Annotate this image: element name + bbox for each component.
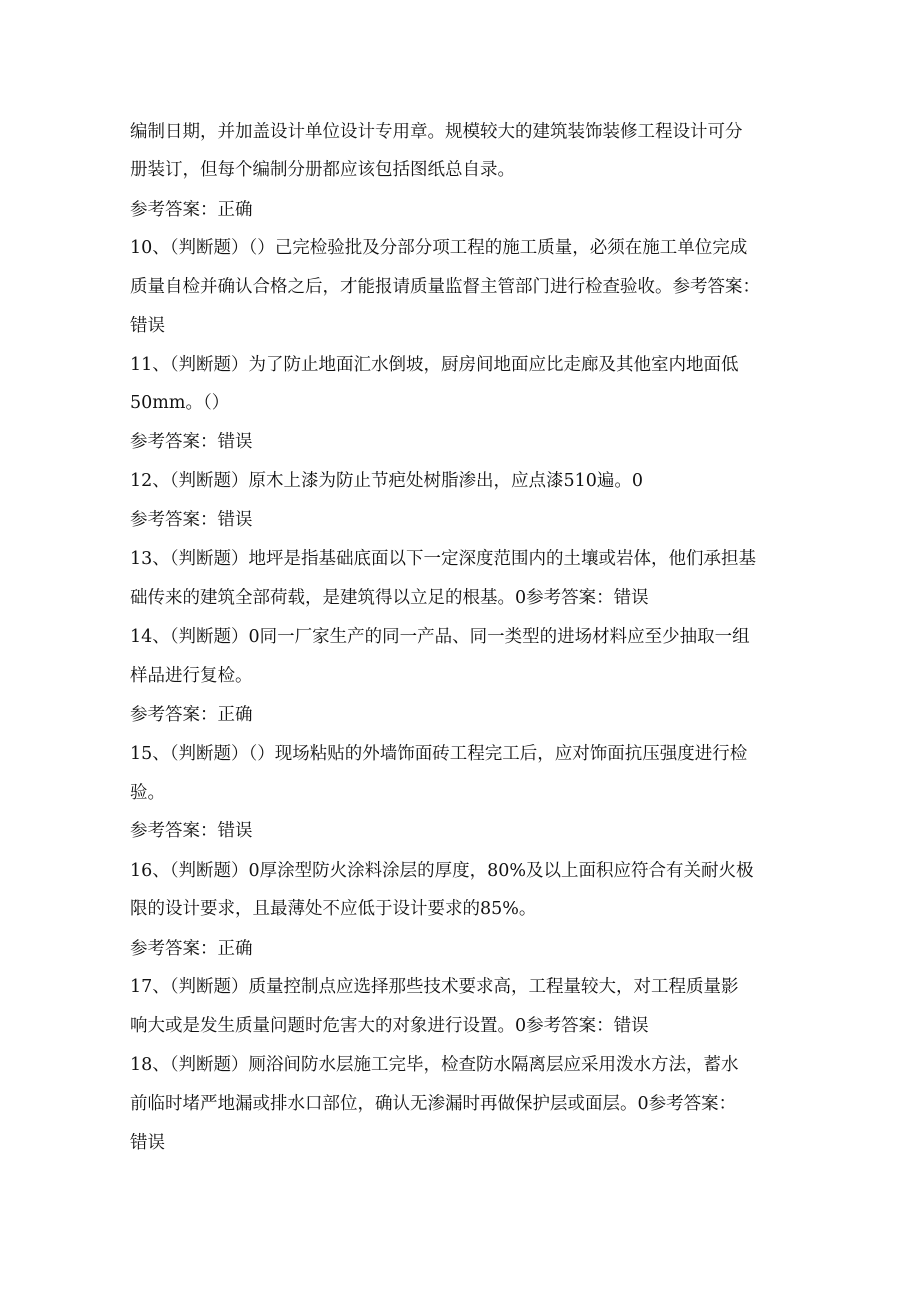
text-line: 册装订，但每个编制分册都应该包括图纸总自录。 bbox=[130, 160, 515, 180]
text-line: 验。 bbox=[130, 783, 165, 803]
question-13: 13、（判断题）地坪是指基础底面以下一定深度范围内的土壤或岩体，他们承担基 bbox=[130, 549, 757, 569]
question-11: 11、（判断题）为了防止地面汇水倒坡，厨房间地面应比走廊及其他室内地面低 bbox=[130, 355, 739, 375]
answer-line: 参考答案：正确 bbox=[130, 200, 253, 220]
answer-line: 参考答案：正确 bbox=[130, 939, 253, 959]
text-line: 编制日期，并加盖设计单位设计专用章。规模较大的建筑装饰装修工程设计可分 bbox=[130, 122, 743, 142]
answer-line: 错误 bbox=[130, 1133, 165, 1153]
question-18: 18、（判断题）厕浴间防水层施工完毕，检查防水隔离层应采用泼水方法，蓄水 bbox=[130, 1055, 739, 1075]
text-line: 样品进行复检。 bbox=[130, 666, 253, 686]
question-17: 17、（判断题）质量控制点应选择那些技术要求高，工程量较大，对工程质量影 bbox=[130, 977, 739, 997]
text-line: 50mm。（） bbox=[130, 393, 230, 413]
question-14: 14、（判断题）0同一厂家生产的同一产品、同一类型的进场材料应至少抽取一组 bbox=[130, 627, 750, 647]
answer-line: 参考答案：错误 bbox=[130, 510, 253, 530]
text-line: 限的设计要求，且最薄处不应低于设计要求的85%。 bbox=[130, 899, 537, 919]
question-12: 12、（判断题）原木上漆为防止节疤处树脂渗出，应点漆510遍。0 bbox=[130, 471, 644, 491]
text-line: 质量自检并确认合格之后，才能报请质量监督主管部门进行检查验收。参考答案： bbox=[130, 277, 760, 297]
answer-line: 参考答案：错误 bbox=[130, 821, 253, 841]
text-line: 响大或是发生质量问题时危害大的对象进行设置。0参考答案：错误 bbox=[130, 1016, 649, 1036]
answer-line: 参考答案：错误 bbox=[130, 432, 253, 452]
answer-line: 参考答案：正确 bbox=[130, 705, 253, 725]
question-15: 15、（判断题）（）现场粘贴的外墙饰面砖工程完工后，应对饰面抗压强度进行检 bbox=[130, 744, 748, 764]
answer-line: 错误 bbox=[130, 316, 165, 336]
question-16: 16、（判断题）0厚涂型防火涂料涂层的厚度，80%及以上面积应符合有关耐火极 bbox=[130, 861, 754, 881]
text-line: 前临时堵严地漏或排水口部位，确认无渗漏时再做保护层或面层。0参考答案： bbox=[130, 1094, 737, 1114]
text-line: 础传来的建筑全部荷载，是建筑得以立足的根基。0参考答案：错误 bbox=[130, 588, 649, 608]
question-10: 10、（判断题）（）己完检验批及分部分项工程的施工质量，必须在施工单位完成 bbox=[130, 238, 748, 258]
